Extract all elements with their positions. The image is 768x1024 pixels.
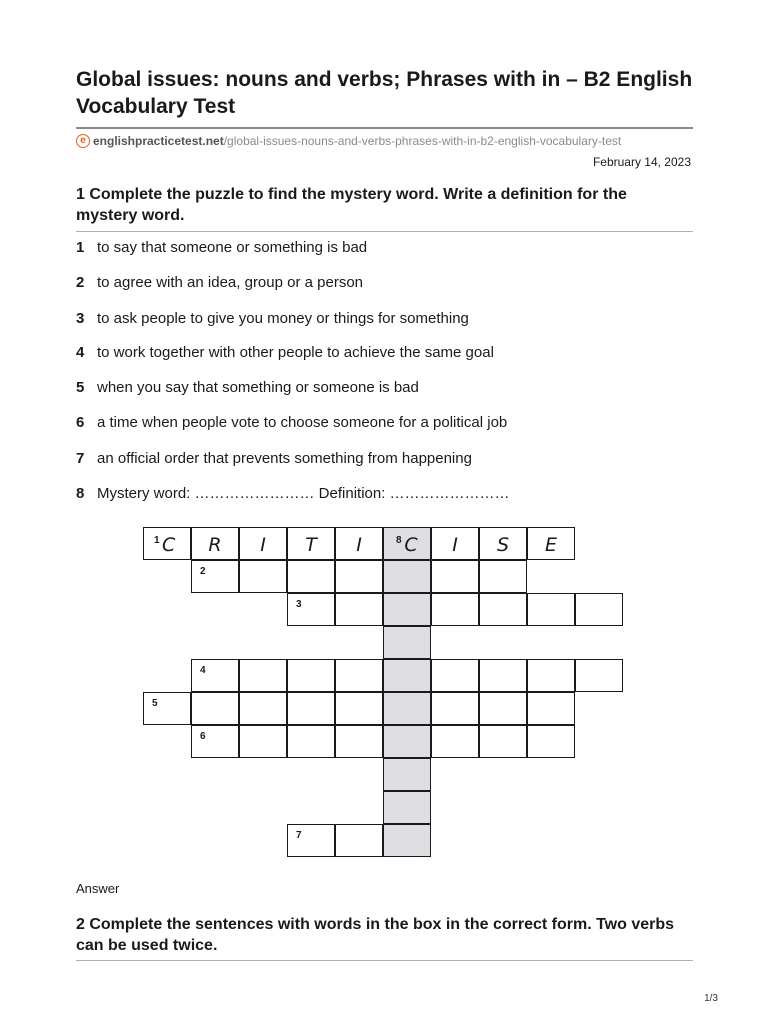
crossword-cell[interactable] <box>479 692 527 725</box>
crossword-cell[interactable] <box>287 725 335 758</box>
crossword-cell[interactable] <box>191 560 239 593</box>
crossword-cell[interactable] <box>527 659 575 692</box>
crossword-cell-mystery[interactable] <box>383 527 431 560</box>
crossword-cell[interactable] <box>335 725 383 758</box>
crossword-cell-mystery[interactable] <box>383 626 431 659</box>
clue-number: 1 <box>76 239 85 256</box>
clue-number: 6 <box>76 414 85 431</box>
clue-item <box>76 379 419 397</box>
crossword-cell[interactable] <box>479 659 527 692</box>
cell-number: 3 <box>296 599 302 610</box>
crossword-cell[interactable] <box>431 560 479 593</box>
clue-number: 3 <box>76 310 85 327</box>
cell-letter: C <box>404 534 418 556</box>
crossword-cell[interactable] <box>191 659 239 692</box>
crossword-cell[interactable] <box>431 725 479 758</box>
crossword-cell[interactable] <box>479 725 527 758</box>
crossword-cell-mystery[interactable] <box>383 725 431 758</box>
cell-number: 6 <box>200 731 206 742</box>
source-domain: englishpracticetest.net <box>93 134 224 148</box>
crossword-cell[interactable] <box>239 527 287 560</box>
cell-letter: R <box>208 534 222 556</box>
cell-number: 4 <box>200 665 206 676</box>
clue-item <box>76 414 507 432</box>
section-1-heading: 1 Complete the puzzle to find the mystery word. Write a definition for the mystery word. <box>76 186 627 224</box>
crossword-cell[interactable] <box>527 725 575 758</box>
cell-letter: I <box>452 534 458 556</box>
crossword-cell[interactable] <box>287 659 335 692</box>
clue-text: to agree with an idea, group or a person <box>97 274 364 291</box>
crossword-cell[interactable] <box>287 527 335 560</box>
title-divider <box>76 127 693 129</box>
cell-number: 5 <box>152 698 158 709</box>
crossword-cell[interactable] <box>287 692 335 725</box>
crossword-cell[interactable] <box>479 527 527 560</box>
crossword-cell[interactable] <box>191 527 239 560</box>
crossword-cell[interactable] <box>335 527 383 560</box>
clue-text: to ask people to give you money or things for something <box>97 310 469 327</box>
crossword-cell[interactable] <box>143 692 191 725</box>
crossword-cell[interactable] <box>287 593 335 626</box>
clue-number: 2 <box>76 274 85 291</box>
crossword-cell[interactable] <box>287 560 335 593</box>
crossword-cell-mystery[interactable] <box>383 593 431 626</box>
clue-item <box>76 274 363 292</box>
crossword-cell[interactable] <box>431 593 479 626</box>
crossword-cell[interactable] <box>575 659 623 692</box>
crossword-cell[interactable] <box>479 593 527 626</box>
clue-item <box>76 239 367 257</box>
clue-text: to work together with other people to achieve the same goal <box>97 344 494 361</box>
section-1-divider <box>76 231 693 232</box>
cell-number: 8 <box>396 535 402 546</box>
source-link[interactable] <box>76 132 621 150</box>
source-path: /global-issues-nouns-and-verbs-phrases-with-in-b2-english-vocabulary-test <box>223 134 622 148</box>
clue-number: 8 <box>76 485 85 502</box>
crossword-cell[interactable] <box>143 527 191 560</box>
cell-number: 7 <box>296 830 302 841</box>
crossword-cell[interactable] <box>431 659 479 692</box>
crossword-cell-mystery[interactable] <box>383 692 431 725</box>
section-2-heading: 2 Complete the sentences with words in the box in the correct form. Two verbs can be used twice. <box>76 916 675 954</box>
clue-text: Mystery word: …………………… Definition: …………………… <box>97 485 510 502</box>
crossword-cell[interactable] <box>527 593 575 626</box>
crossword-cell[interactable] <box>431 692 479 725</box>
crossword-cell[interactable] <box>479 560 527 593</box>
crossword-cell[interactable] <box>191 692 239 725</box>
crossword-cell[interactable] <box>335 824 383 857</box>
crossword-cell[interactable] <box>239 659 287 692</box>
crossword-cell[interactable] <box>239 725 287 758</box>
clue-item <box>76 310 469 328</box>
cell-letter: I <box>356 534 362 556</box>
crossword-cell[interactable] <box>191 725 239 758</box>
crossword-cell[interactable] <box>239 692 287 725</box>
crossword-cell-mystery[interactable] <box>383 824 431 857</box>
publish-date: February 14, 2023 <box>592 155 691 169</box>
clue-number: 4 <box>76 344 85 361</box>
clue-item <box>76 485 510 503</box>
clue-text: to say that someone or something is bad <box>97 239 368 256</box>
cell-letter: E <box>544 534 557 556</box>
clue-number: 7 <box>76 450 85 467</box>
site-logo-icon: e <box>76 134 90 148</box>
cell-letter: T <box>305 534 317 556</box>
clue-item <box>76 450 472 468</box>
section-2-divider <box>76 960 693 961</box>
page-title: Global issues: nouns and verbs; Phrases with in – B2 English Vocabulary Test <box>76 68 693 118</box>
crossword-cell[interactable] <box>527 527 575 560</box>
crossword-cell-mystery[interactable] <box>383 758 431 791</box>
crossword-cell-mystery[interactable] <box>383 791 431 824</box>
crossword-cell[interactable] <box>431 527 479 560</box>
crossword-cell[interactable] <box>335 593 383 626</box>
clue-number: 5 <box>76 379 85 396</box>
crossword-cell-mystery[interactable] <box>383 560 431 593</box>
crossword-cell-mystery[interactable] <box>383 659 431 692</box>
clue-item <box>76 344 494 362</box>
answer-link[interactable]: Answer <box>76 881 120 896</box>
page-number: 1/3 <box>704 993 718 1004</box>
cell-letter: S <box>496 534 510 556</box>
crossword-cell[interactable] <box>575 593 623 626</box>
crossword-cell[interactable] <box>527 692 575 725</box>
crossword-cell[interactable] <box>335 692 383 725</box>
crossword-cell[interactable] <box>239 560 287 593</box>
clue-text: an official order that prevents something from happening <box>97 450 472 467</box>
cell-letter: C <box>162 534 176 556</box>
clue-text: when you say that something or someone is bad <box>97 379 419 396</box>
clue-text: a time when people vote to choose someone for a political job <box>97 414 508 431</box>
cell-letter: I <box>260 534 266 556</box>
cell-number: 2 <box>200 566 206 577</box>
crossword-cell[interactable] <box>287 824 335 857</box>
crossword-cell[interactable] <box>335 659 383 692</box>
cell-number: 1 <box>154 535 160 546</box>
crossword-cell[interactable] <box>335 560 383 593</box>
